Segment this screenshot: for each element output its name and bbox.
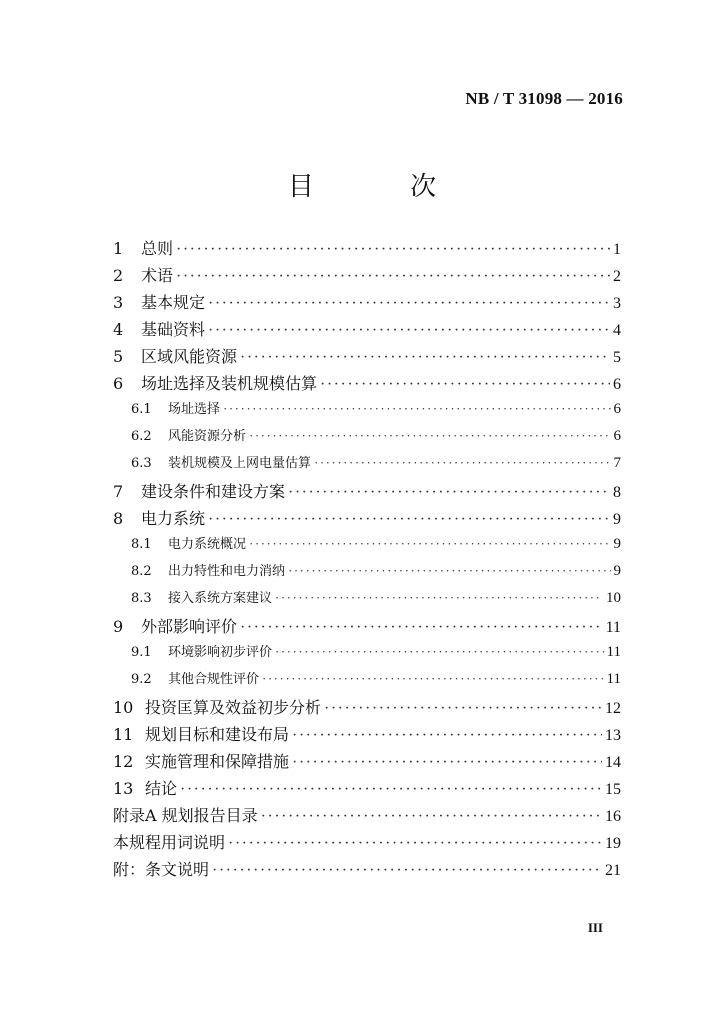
- toc-entry-appendix[interactable]: [113, 803, 621, 830]
- toc-entry-number: 7: [113, 482, 124, 501]
- toc-entry-page: 10: [606, 590, 621, 606]
- toc-entry-number: 9.1: [131, 645, 152, 660]
- toc-entry-title: 场址选择: [168, 402, 221, 417]
- toc-subentry[interactable]: [113, 668, 621, 695]
- toc-entry-page: 3: [613, 295, 621, 312]
- toc-entry-page: 4: [613, 322, 621, 339]
- toc-entry-title: 附：条文说明: [113, 860, 210, 879]
- toc-entry[interactable]: [113, 695, 621, 722]
- toc-entry[interactable]: [113, 749, 621, 776]
- toc-entry-page: 5: [613, 349, 621, 366]
- toc-entry-page: 9: [613, 536, 621, 552]
- toc-subentry[interactable]: [113, 452, 621, 479]
- dot-leader: [262, 671, 604, 687]
- toc-entry-title: 环境影响初步评价: [168, 645, 273, 660]
- standard-code: NB / T 31098 — 2016: [465, 89, 623, 108]
- toc-entry-page: 1: [613, 241, 621, 258]
- toc-entry-title: 区域风能资源: [141, 347, 238, 366]
- toc-entry-number: 12: [113, 752, 134, 771]
- toc-entry[interactable]: [113, 776, 621, 803]
- toc-subentry[interactable]: [113, 641, 621, 668]
- dot-leader: [223, 401, 610, 417]
- dot-leader: [208, 511, 610, 529]
- toc-entry[interactable]: [113, 722, 621, 749]
- page-number: III: [587, 920, 603, 935]
- toc-entry-terms[interactable]: [113, 830, 621, 857]
- toc-entry-number: 2: [113, 266, 124, 285]
- toc-entry-title: 本规程用词说明: [113, 833, 226, 852]
- toc-entry-page: 7: [613, 455, 621, 471]
- dot-leader: [288, 484, 610, 502]
- toc-entry-page: 6: [613, 401, 621, 417]
- toc-entry-number: 3: [113, 293, 124, 312]
- toc-entry-page: 14: [605, 754, 621, 771]
- toc-subentry[interactable]: [113, 560, 621, 587]
- toc-subentry[interactable]: [113, 425, 621, 452]
- toc-entry-title: 投资匡算及效益初步分析: [145, 698, 322, 717]
- dot-leader: [320, 376, 610, 394]
- toc-entry-page: 12: [605, 700, 621, 717]
- dot-leader: [314, 455, 610, 471]
- dot-leader: [176, 268, 610, 286]
- page-title: 目 次: [287, 172, 481, 202]
- toc-entry-page: 9: [613, 511, 621, 528]
- toc-entry-page: 11: [605, 619, 621, 636]
- dot-leader: [249, 428, 610, 444]
- toc-entry-title: 电力系统: [141, 509, 206, 528]
- toc-entry-number: 8: [113, 509, 124, 528]
- dot-leader: [240, 619, 603, 637]
- toc-entry[interactable]: [113, 263, 621, 290]
- dot-leader: [228, 835, 602, 853]
- toc-entry-number: 13: [113, 779, 134, 798]
- toc-entry-title: 建设条件和建设方案: [141, 482, 286, 501]
- toc-entry-page: 15: [605, 781, 621, 798]
- toc-entry-page: 11: [606, 644, 621, 660]
- toc-entry-number: 11: [113, 725, 134, 744]
- toc-entry-page: 6: [613, 428, 621, 444]
- toc-entry-title: 电力系统概况: [168, 537, 247, 552]
- toc-entry-number: 8.2: [131, 564, 152, 579]
- toc-entry-number: 4: [113, 320, 124, 339]
- toc-entry-number: 9.2: [131, 672, 152, 687]
- dot-leader: [275, 644, 604, 660]
- toc-entry-title: 基础资料: [141, 320, 206, 339]
- dot-leader: [275, 590, 603, 606]
- toc-entry[interactable]: [113, 236, 621, 263]
- toc-entry[interactable]: [113, 344, 621, 371]
- dot-leader: [208, 295, 610, 313]
- toc-entry-page: 19: [605, 835, 621, 852]
- toc-entry-page: 6: [613, 376, 621, 393]
- dot-leader: [212, 862, 602, 880]
- table-of-contents: [113, 236, 621, 884]
- toc-entry[interactable]: [113, 479, 621, 506]
- toc-entry-number: 9: [113, 617, 124, 636]
- toc-entry-page: 9: [613, 563, 621, 579]
- toc-entry[interactable]: [113, 290, 621, 317]
- toc-entry-number: 5: [113, 347, 124, 366]
- toc-entry-number: 6.1: [131, 402, 152, 417]
- toc-entry-title: 其他合规性评价: [168, 672, 260, 687]
- toc-entry-page: 8: [613, 484, 621, 501]
- toc-entry[interactable]: [113, 614, 621, 641]
- toc-entry-number: 8.1: [131, 537, 152, 552]
- toc-entry-title: 外部影响评价: [141, 617, 238, 636]
- toc-entry-number: 6: [113, 374, 124, 393]
- toc-entry-title: 装机规模及上网电量估算: [168, 456, 312, 471]
- toc-entry-title: 实施管理和保障措施: [145, 752, 290, 771]
- toc-entry-title: 结论: [145, 779, 178, 798]
- toc-entry-title: 术语: [141, 266, 174, 285]
- toc-entry[interactable]: [113, 506, 621, 533]
- toc-entry-number: 6.2: [131, 429, 152, 444]
- toc-entry-number: 10: [113, 698, 134, 717]
- toc-entry-title: 风能资源分析: [168, 429, 247, 444]
- dot-leader: [208, 322, 610, 340]
- toc-entry-title: 接入系统方案建议: [168, 591, 273, 606]
- toc-entry-page: 11: [606, 671, 621, 687]
- toc-subentry[interactable]: [113, 587, 621, 614]
- toc-entry-title: 出力特性和电力消纳: [168, 564, 286, 579]
- toc-entry-page: 2: [613, 268, 621, 285]
- toc-entry-title: 基本规定: [141, 293, 206, 312]
- dot-leader: [288, 563, 610, 579]
- dot-leader: [180, 781, 602, 799]
- toc-subentry[interactable]: [113, 398, 621, 425]
- dot-leader: [324, 700, 602, 718]
- toc-entry[interactable]: [113, 371, 621, 398]
- toc-entry-number: 8.3: [131, 591, 152, 606]
- dot-leader: [249, 536, 610, 552]
- dot-leader: [261, 808, 602, 826]
- toc-entry-title: 规划目标和建设布局: [145, 725, 290, 744]
- toc-entry-number: 6.3: [131, 456, 152, 471]
- toc-entry-title: 附录A 规划报告目录: [113, 806, 258, 825]
- toc-entry-title: 场址选择及装机规模估算: [141, 374, 318, 393]
- toc-entry-explanation[interactable]: [113, 857, 621, 884]
- toc-subentry[interactable]: [113, 533, 621, 560]
- toc-entry-page: 13: [605, 727, 621, 744]
- dot-leader: [176, 241, 610, 259]
- toc-entry-number: 1: [113, 239, 124, 258]
- toc-entry-page: 16: [605, 808, 621, 825]
- toc-entry[interactable]: [113, 317, 621, 344]
- dot-leader: [292, 727, 602, 745]
- toc-entry-page: 21: [605, 862, 621, 879]
- toc-entry-title: 总则: [141, 239, 174, 258]
- dot-leader: [240, 349, 610, 367]
- dot-leader: [292, 754, 602, 772]
